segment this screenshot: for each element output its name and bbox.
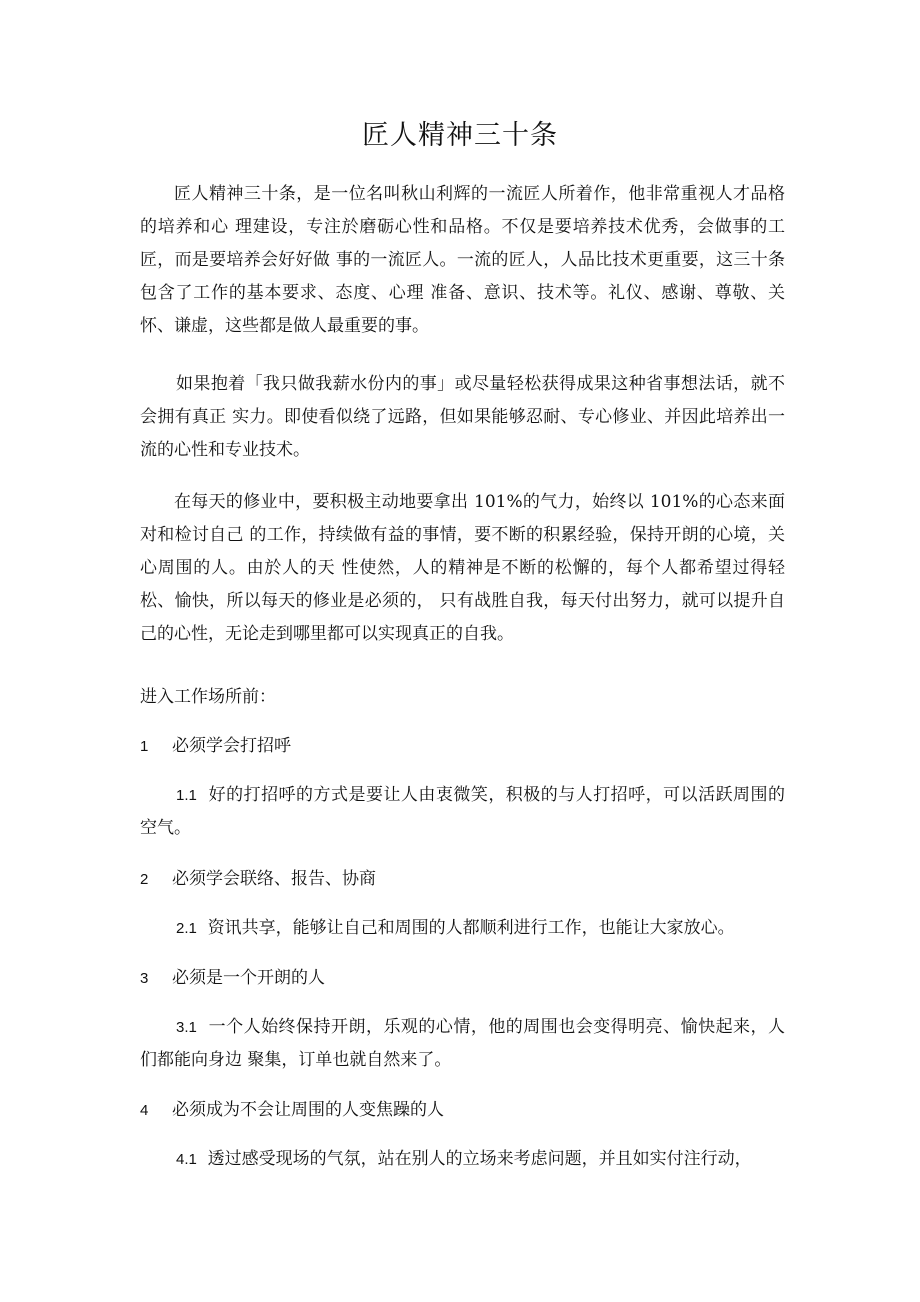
list-item-number: 2 <box>140 871 149 888</box>
list-item-number: 4 <box>140 1102 149 1119</box>
list-item-sub-number: 3.1 <box>176 1019 197 1036</box>
list-item-sub-text: 一个人始终保持开朗，乐观的心情，他的周围也会变得明亮、愉快起来，人们都能向身边 聚集，订单也就自然来了。 <box>140 1017 786 1070</box>
list-item-heading <box>140 1094 785 1127</box>
list-item-heading <box>140 863 785 896</box>
list-item-title: 必须学会联络、报告、协商 <box>172 869 376 889</box>
list-item-detail <box>140 1011 785 1077</box>
list-item-detail <box>140 912 785 945</box>
section-heading: 进入工作场所前： <box>140 687 276 707</box>
list-item-heading <box>140 962 785 995</box>
list-item-sub-number: 2.1 <box>176 920 197 937</box>
list-item-detail <box>140 779 785 845</box>
list-item-detail <box>140 1143 785 1176</box>
list-item-number: 3 <box>140 970 149 987</box>
document-title: 匠人精神三十条 <box>362 120 558 151</box>
intro-paragraph-2: 如果抱着「我只做我薪水份内的事」或尽量轻松获得成果这种省事想法话，就不会拥有真正 实力。即使看似绕了远路，但如果能够忍耐、专心修业、并因此培养出一流的心性和专业技术。 <box>140 374 785 460</box>
list-item-heading <box>140 730 785 763</box>
list-item-number: 1 <box>140 738 149 755</box>
list-item-sub-text: 透过感受现场的气氛，站在别人的立场来考虑问题，并且如实付注行动， <box>207 1149 752 1169</box>
list-item-sub-number: 4.1 <box>176 1151 197 1168</box>
intro-paragraph-3: 在每天的修业中，要积极主动地要拿出 101%的气力，始终以 101%的心态来面对和检讨自己 的工作，持续做有益的事情，要不断的积累经验，保持开朗的心境，关心周围的人。由於人的天 性使然，人的精神是不断的松懈的，每个人都希望过得轻松、愉快，所以每天的修业是必须的， 只有战胜自我，每天付出努力，就可以提升自己的心性，无论走到哪里都可以实现真正的自我。 <box>140 492 785 644</box>
list-item-sub-text: 资讯共享，能够让自己和周围的人都顺利进行工作，也能让大家放心。 <box>207 918 735 938</box>
intro-paragraph-1: 匠人精神三十条，是一位名叫秋山利辉的一流匠人所着作，他非常重视人才品格的培养和心 理建设，专注於磨砺心性和品格。不仅是要培养技术优秀，会做事的工匠，而是要培养会好好做 事的一流匠人。一流的匠人，人品比技术更重要，这三十条包含了工作的基本要求、态度、心理 准备、意识、技术等。礼仪、感谢、尊敬、关怀、谦虚，这些都是做人最重要的事。 <box>140 184 785 336</box>
list-item-title: 必须是一个开朗的人 <box>172 968 325 988</box>
list-item-sub-number: 1.1 <box>176 787 197 804</box>
list-item-title: 必须成为不会让周围的人变焦躁的人 <box>172 1100 444 1120</box>
list-item-sub-text: 好的打招呼的方式是要让人由衷微笑，积极的与人打招呼，可以活跃周围的空气。 <box>140 785 786 838</box>
list-item-title: 必须学会打招呼 <box>172 736 291 756</box>
